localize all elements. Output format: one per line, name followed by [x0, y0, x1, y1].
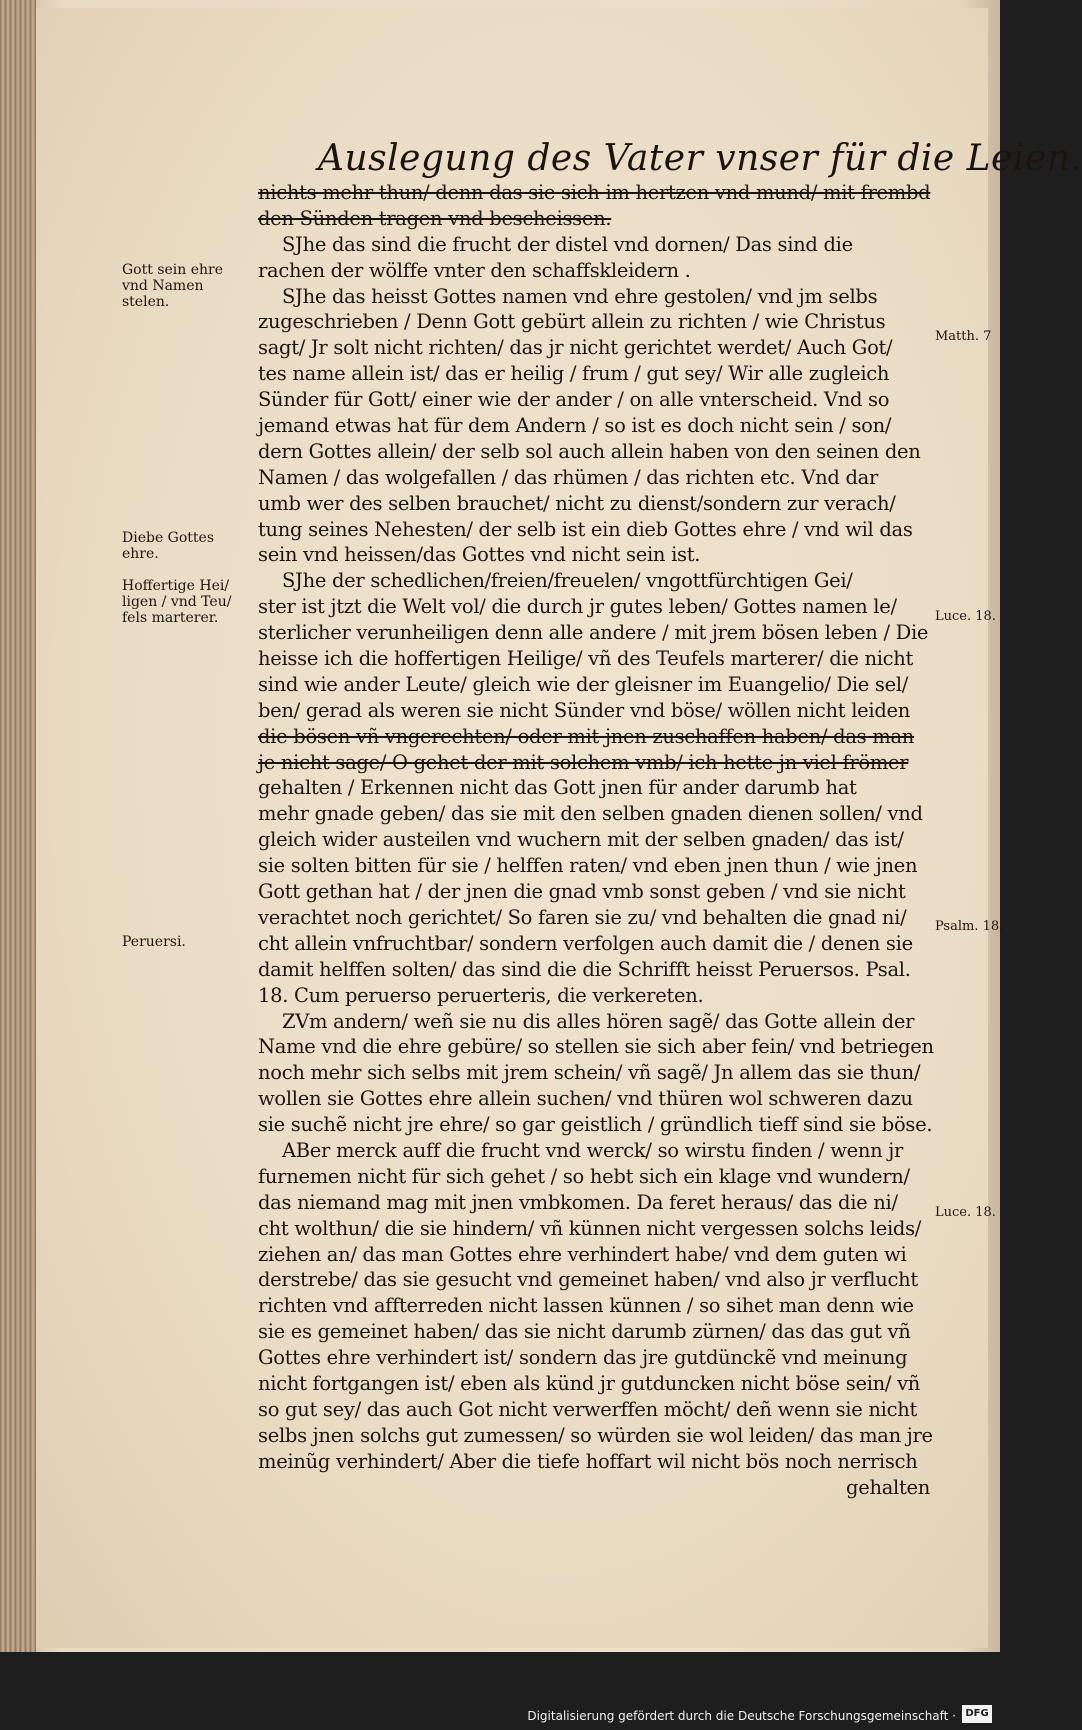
text-line: sie solten bitten für sie / helffen raten/ vnd eben jnen thun / wie jnen: [258, 854, 918, 878]
text-line: jemand etwas hat für dem Andern / so ist es doch nicht sein / son/: [258, 414, 892, 438]
text-line: [258, 750, 934, 776]
text-line: gehalten / Erkennen nicht das Gott jnen für ander darumb hat: [258, 776, 857, 800]
text-line: meinũg verhindert/ Aber die tiefe hoffart wil nicht bös noch nerrisch: [258, 1449, 918, 1473]
struck-text: nichts mehr thun/ denn das sie sich im hertzen vnd mund/ mit frembd: [258, 181, 931, 204]
text-line: Gott gethan hat / der jnen die gnad vmb sonst geben / vnd sie nicht: [258, 880, 906, 904]
margin-note-right: Luce. 18.: [935, 609, 996, 624]
text-line: damit helffen solten/ das sind die die Schrifft heisst Peruersos. Psal.: [258, 957, 911, 981]
text-line: heisse ich die hoffertigen Heilige/ vñ des Teufels marterer/ die nicht: [258, 647, 914, 671]
text-line: ster ist jtzt die Welt vol/ die durch jr gutes leben/ Gottes namen le/: [258, 595, 897, 619]
text-line: wollen sie Gottes ehre allein suchen/ vnd thüren wol schweren dazu: [258, 1087, 913, 1111]
margin-note-left: Hoffertige Hei/ ligen / vnd Teu/ fels marterer.: [122, 578, 232, 626]
text-line: noch mehr sich selbs mit jrem schein/ vñ sagẽ/ Jn allem das sie thun/: [258, 1061, 921, 1085]
text-line: cht allein vnfruchtbar/ sondern verfolgen auch damit die / denen sie: [258, 931, 913, 955]
text-line: cht wolthun/ die sie hindern/ vñ künnen nicht vergessen solchs leids/: [258, 1216, 922, 1240]
text-line: verachtet noch gerichtet/ So faren sie zu/ vnd behalten die gnad ni/: [258, 905, 907, 929]
text-line: ben/ gerad als weren sie nicht Sünder vnd böse/ wöllen nicht leiden: [258, 698, 911, 722]
text-line: zugeschrieben / Denn Gott gebürt allein zu richten / wie Christus: [258, 310, 886, 334]
text-line: [258, 724, 934, 750]
text-line: ABer merck auff die frucht vnd werck/ so wirstu finden / wenn jr: [282, 1138, 904, 1162]
margin-note-right: Luce. 18.: [935, 1205, 996, 1220]
text-line: sind wie ander Leute/ gleich wie der gleisner im Euangelio/ Die sel/: [258, 672, 909, 696]
margin-note-left: Gott sein ehre vnd Namen stelen.: [122, 262, 224, 310]
text-line: mehr gnade geben/ das sie mit den selben gnaden dienen sollen/ vnd: [258, 802, 923, 826]
struck-text: den Sünden tragen vnd bescheissen.: [258, 206, 612, 230]
text-line: dern Gottes allein/ der selb sol auch allein haben von den seinen den: [258, 439, 921, 463]
book-edge: [0, 0, 36, 1652]
text-line: ziehen an/ das man Gottes ehre verhindert habe/ vnd dem guten wi: [258, 1242, 907, 1266]
text-line: rachen der wölffe vnter den schaffskleidern .: [258, 258, 691, 282]
body-text: [258, 180, 934, 1500]
text-line: SJhe das heisst Gottes namen vnd ehre gestolen/ vnd jm selbs: [282, 284, 878, 308]
text-line: tung seines Nehesten/ der selb ist ein dieb Gottes ehre / vnd wil das: [258, 517, 913, 541]
dfg-logo: DFG: [962, 1705, 992, 1723]
text-line: gehalten: [846, 1475, 930, 1499]
text-line: sie es gemeinet haben/ das sie nicht darumb zürnen/ das das gut vñ: [258, 1320, 911, 1344]
text-line: [258, 180, 934, 206]
text-line: selbs jnen solchs gut zumessen/ so würden sie wol leiden/ das man jre: [258, 1423, 933, 1447]
text-line: sagt/ Jr solt nicht richten/ das jr nicht gerichtet werdet/ Auch Got/: [258, 336, 893, 360]
text-line: so gut sey/ das auch Got nicht verwerffen möcht/ deñ wenn sie nicht: [258, 1397, 917, 1421]
text-line: Sünder für Gott/ einer wie der ander / on alle vnterscheid. Vnd so: [258, 388, 890, 412]
struck-text: je nicht sage/ O gehet der mit solchem vmb/ ich hette jn viel frömer: [258, 750, 909, 774]
text-line: sterlicher verunheiligen denn alle andere / mit jrem bösen leben / Die: [258, 621, 929, 645]
text-line: sie suchẽ nicht jre ehre/ so gar geistlich / gründlich tieff sind sie böse.: [258, 1113, 933, 1137]
text-line: sein vnd heissen/das Gottes vnd nicht sein ist.: [258, 543, 701, 567]
text-line: SJhe das sind die frucht der distel vnd dornen/ Das sind die: [282, 232, 853, 256]
text-line: Name vnd die ehre gebüre/ so stellen sie sich aber fein/ vnd betriegen: [258, 1035, 934, 1059]
text-line: das niemand mag mit jnen vmbkomen. Da feret heraus/ das die ni/: [258, 1190, 898, 1214]
text-line: Namen / das wolgefallen / das rhümen / das richten etc. Vnd dar: [258, 465, 878, 489]
running-header: Auslegung des Vater vnser für die Leien.: [318, 138, 1082, 179]
margin-note-right: Psalm. 18.: [935, 919, 1004, 934]
text-line: SJhe der schedlichen/freien/freuelen/ vngottfürchtigen Gei/: [282, 569, 853, 593]
footer-credit: Digitalisierung gefördert durch die Deutsche Forschungsgemeinschaft ·: [527, 1709, 956, 1723]
margin-note-right: Matth. 7: [935, 329, 992, 344]
margin-note-left: Diebe Gottes ehre.: [122, 530, 215, 562]
struck-text: die bösen vñ vngerechten/ oder mit jnen zuschaffen haben/ das man: [258, 724, 915, 748]
text-line: derstrebe/ das sie gesucht vnd gemeinet haben/ vnd also jr verflucht: [258, 1268, 918, 1292]
text-line: Gottes ehre verhindert ist/ sondern das jre gutdünckẽ vnd meinung: [258, 1346, 908, 1370]
margin-note-left: Peruersi.: [122, 934, 186, 950]
text-line: umb wer des selben brauchet/ nicht zu dienst/sondern zur verach/: [258, 491, 896, 515]
text-line: nicht fortgangen ist/ eben als künd jr gutduncken nicht böse sein/ vñ: [258, 1371, 921, 1395]
text-line: tes name allein ist/ das er heilig / frum / gut sey/ Wir alle zugleich: [258, 362, 890, 386]
text-line: 18. Cum peruerso peruerteris, die verkereten.: [258, 983, 704, 1007]
text-line: [258, 206, 934, 232]
text-line: ZVm andern/ weñ sie nu dis alles hören sagẽ/ das Gotte allein der: [282, 1009, 915, 1033]
text-line: furnemen nicht für sich gehet / so hebt sich ein klage vnd wundern/: [258, 1164, 910, 1188]
text-line: richten vnd affterreden nicht lassen künnen / so sihet man denn wie: [258, 1294, 914, 1318]
text-line: gleich wider austeilen vnd wuchern mit der selben gnaden/ das ist/: [258, 828, 904, 852]
